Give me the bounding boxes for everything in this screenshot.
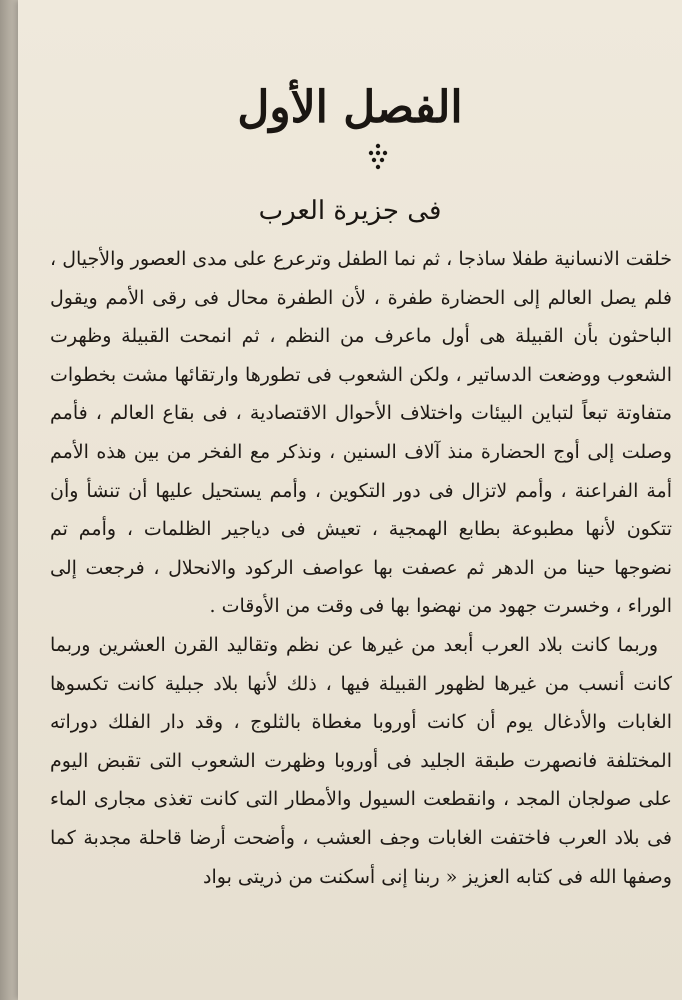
paragraph: وربما كانت بلاد العرب أبعد من غيرها عن نظم وتقاليد القرن العشرين وربما كانت أنسب من غيرها لظهور القبيلة فيها ، ذلك لأنها بلاد جبلية كانت تكسوها الغابات والأدغال يوم أن كانت أوروبا مغطاة بالثلوج ، وقد دار الفلك دوراته المختلفة فانصهرت طبقة الجليد فى أوروبا وظهرت الشعوب التى تقبض اليوم على صولجان المجد ، وانقطعت السيول والأمطار التى كانت تغذى مجارى الماء فى بلاد العرب فاختفت الغابات وجف العشب ، وأضحت أرضا قاحلة مجدبة كما وصفها الله فى كتابه العزيز « ربنا إنى أسكنت من ذريتى بواد	[50, 633, 672, 888]
chapter-title: الفصل الأول	[237, 82, 463, 133]
book-page	[18, 0, 682, 1000]
paragraph: خلقت الانسانية طفلا ساذجا ، ثم نما الطفل وترعرع على مدى العصور والأجيال ، فلم يصل العالم إلى الحضارة طفرة ، لأن الطفرة محال فى رقى الأمم ويقول الباحثون بأن القبيلة هى أول ماعرف من النظم ، ثم انمحت القبيلة وظهرت الشعوب ووضعت الدساتير ، ولكن الشعوب فى تطورها وارتقائها مشت بخطوات متفاوتة تبعاً لتباين البيئات واختلاف الأحوال الاقتصادية ، فى بقاع العالم ، فأمم وصلت إلى أوج الحضارة منذ آلاف السنين ، ونذكر مع الفخر من بين هذه الأمم أمة الفراعنة ، وأمم لاتزال فى دور التكوين ، وأمم يستحيل عليها أن تنشأ وأن تتكون لأنها مطبوعة بطابع الهمجية ، تعيش فى دياجير الظلمات ، وأمم تم نضوجها حينا من الدهر ثم عصفت بها عواصف الركود والانحلال ، فرجعت إلى الوراء ، وخسرت جهود من نهضوا بها فى وقت من الأوقات .	[50, 248, 672, 618]
section-title: فى جزيرة العرب	[258, 196, 442, 226]
book-gutter	[0, 0, 18, 1000]
ornament-icon	[358, 138, 398, 178]
body-text	[50, 240, 672, 896]
